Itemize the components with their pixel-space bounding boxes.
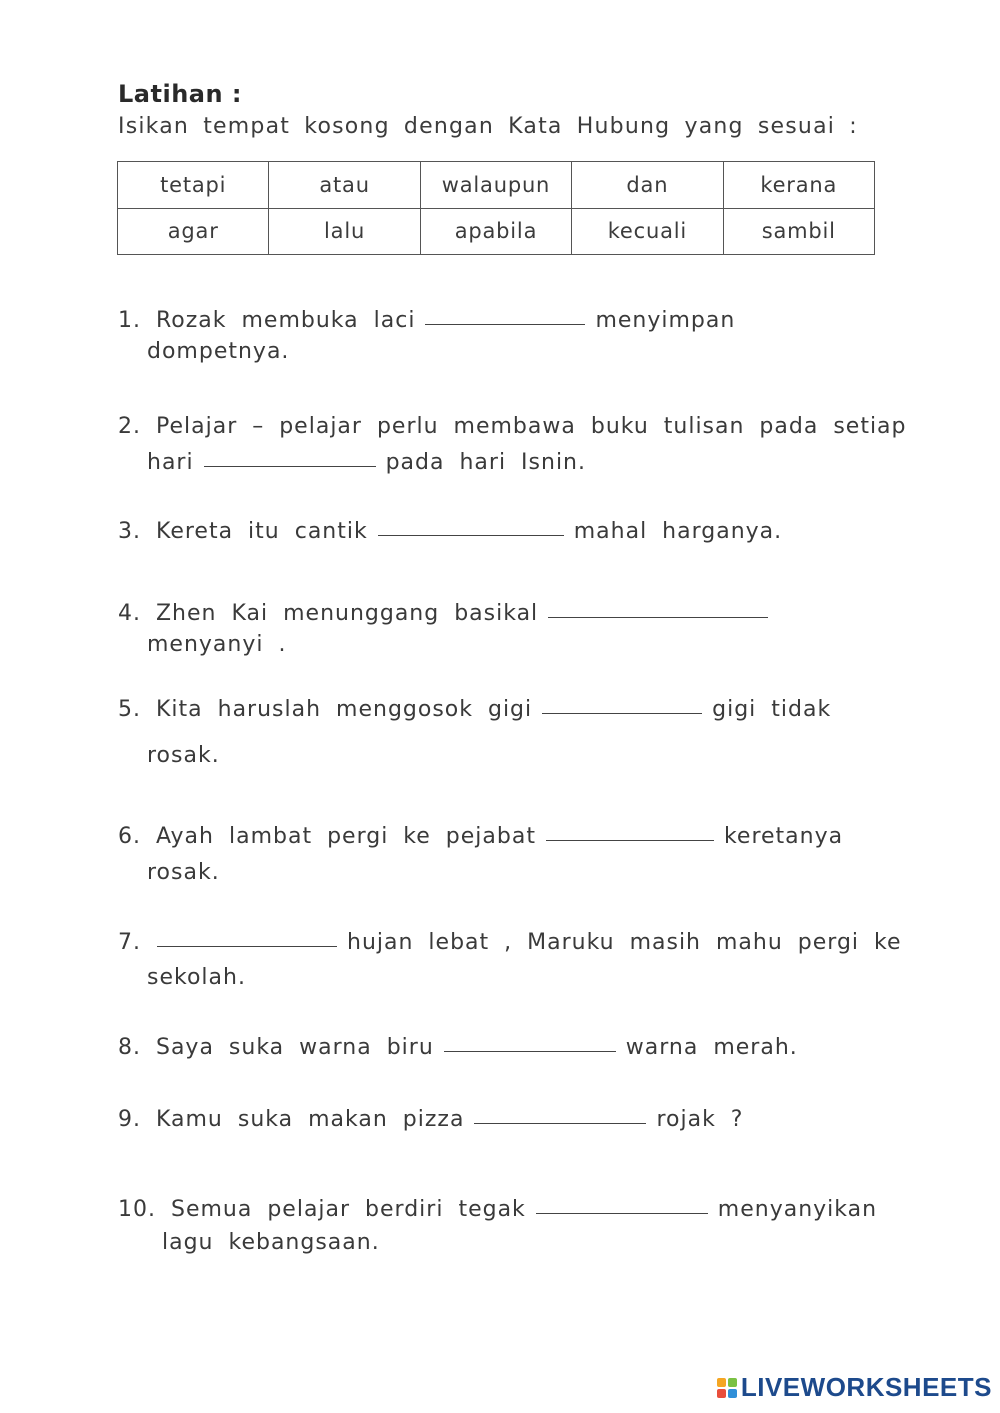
word-bank-cell: kerana [723, 162, 874, 209]
logo-grid-icon [717, 1378, 737, 1398]
question-text: hujan lebat , Maruku masih mahu pergi ke [347, 930, 902, 955]
answer-blank-5[interactable] [542, 713, 702, 714]
question-1-line-2: dompetnya. [147, 339, 290, 364]
question-text: pada hari Isnin. [385, 450, 586, 475]
question-2: 2. Pelajar – pelajar perlu membawa buku tulisan pada setiap [118, 414, 907, 439]
question-text: 3. Kereta itu cantik [118, 519, 368, 544]
word-bank-cell: dan [572, 162, 723, 209]
word-bank-table [117, 161, 875, 255]
answer-blank-2[interactable] [204, 466, 376, 467]
question-text: rojak ? [656, 1107, 744, 1132]
question-3 [118, 519, 782, 544]
word-bank-cell: tetapi [118, 162, 269, 209]
word-bank-row [118, 208, 875, 255]
word-bank-cell: agar [118, 208, 269, 255]
word-bank-cell: lalu [269, 208, 420, 255]
answer-blank-6[interactable] [546, 840, 714, 841]
question-5 [118, 697, 831, 722]
answer-blank-4[interactable] [548, 617, 768, 618]
word-bank-cell: kecuali [572, 208, 723, 255]
worksheet-title: Latihan : [118, 80, 243, 108]
answer-blank-3[interactable] [378, 535, 564, 536]
question-2-line-2 [147, 450, 586, 475]
question-text: 1. Rozak membuka laci [118, 308, 416, 333]
question-1 [118, 308, 735, 333]
question-8 [118, 1035, 798, 1060]
question-7-line-2: sekolah. [147, 965, 246, 990]
word-bank-row [118, 162, 875, 209]
answer-blank-8[interactable] [444, 1051, 616, 1052]
question-7 [118, 930, 902, 955]
instruction-text: Isikan tempat kosong dengan Kata Hubung yang sesuai : [118, 114, 858, 139]
question-text: 10. Semua pelajar berdiri tegak [118, 1197, 526, 1222]
question-text: 8. Saya suka warna biru [118, 1035, 434, 1060]
question-text: hari [147, 450, 194, 475]
question-5-line-2: rosak. [147, 743, 220, 768]
question-text: gigi tidak [712, 697, 832, 722]
question-10-line-2: lagu kebangsaan. [162, 1230, 380, 1255]
word-bank-cell: sambil [723, 208, 874, 255]
question-text: 9. Kamu suka makan pizza [118, 1107, 465, 1132]
question-text: menyimpan [595, 308, 736, 333]
answer-blank-10[interactable] [536, 1213, 708, 1214]
word-bank-cell: atau [269, 162, 420, 209]
question-text: keretanya [723, 824, 844, 849]
question-text: 4. Zhen Kai menunggang basikal [118, 601, 539, 626]
question-10 [118, 1197, 877, 1222]
question-text: 7. [118, 930, 141, 955]
word-bank-cell: walaupun [420, 162, 571, 209]
question-text: 5. Kita haruslah menggosok gigi [118, 697, 533, 722]
question-6 [118, 824, 843, 849]
question-4-line-2: menyanyi . [147, 632, 287, 657]
brand-name: LIVEWORKSHEETS [740, 1372, 992, 1402]
liveworksheets-logo [717, 1372, 992, 1403]
question-text: 6. Ayah lambat pergi ke pejabat [118, 824, 536, 849]
answer-blank-1[interactable] [425, 324, 585, 325]
question-6-line-2: rosak. [147, 860, 220, 885]
answer-blank-7[interactable] [157, 946, 337, 947]
question-9 [118, 1107, 743, 1132]
answer-blank-9[interactable] [474, 1123, 646, 1124]
question-text: mahal harganya. [573, 519, 783, 544]
question-text: warna merah. [625, 1035, 798, 1060]
word-bank-cell: apabila [420, 208, 571, 255]
question-text: menyanyikan [717, 1197, 878, 1222]
question-4 [118, 601, 778, 626]
